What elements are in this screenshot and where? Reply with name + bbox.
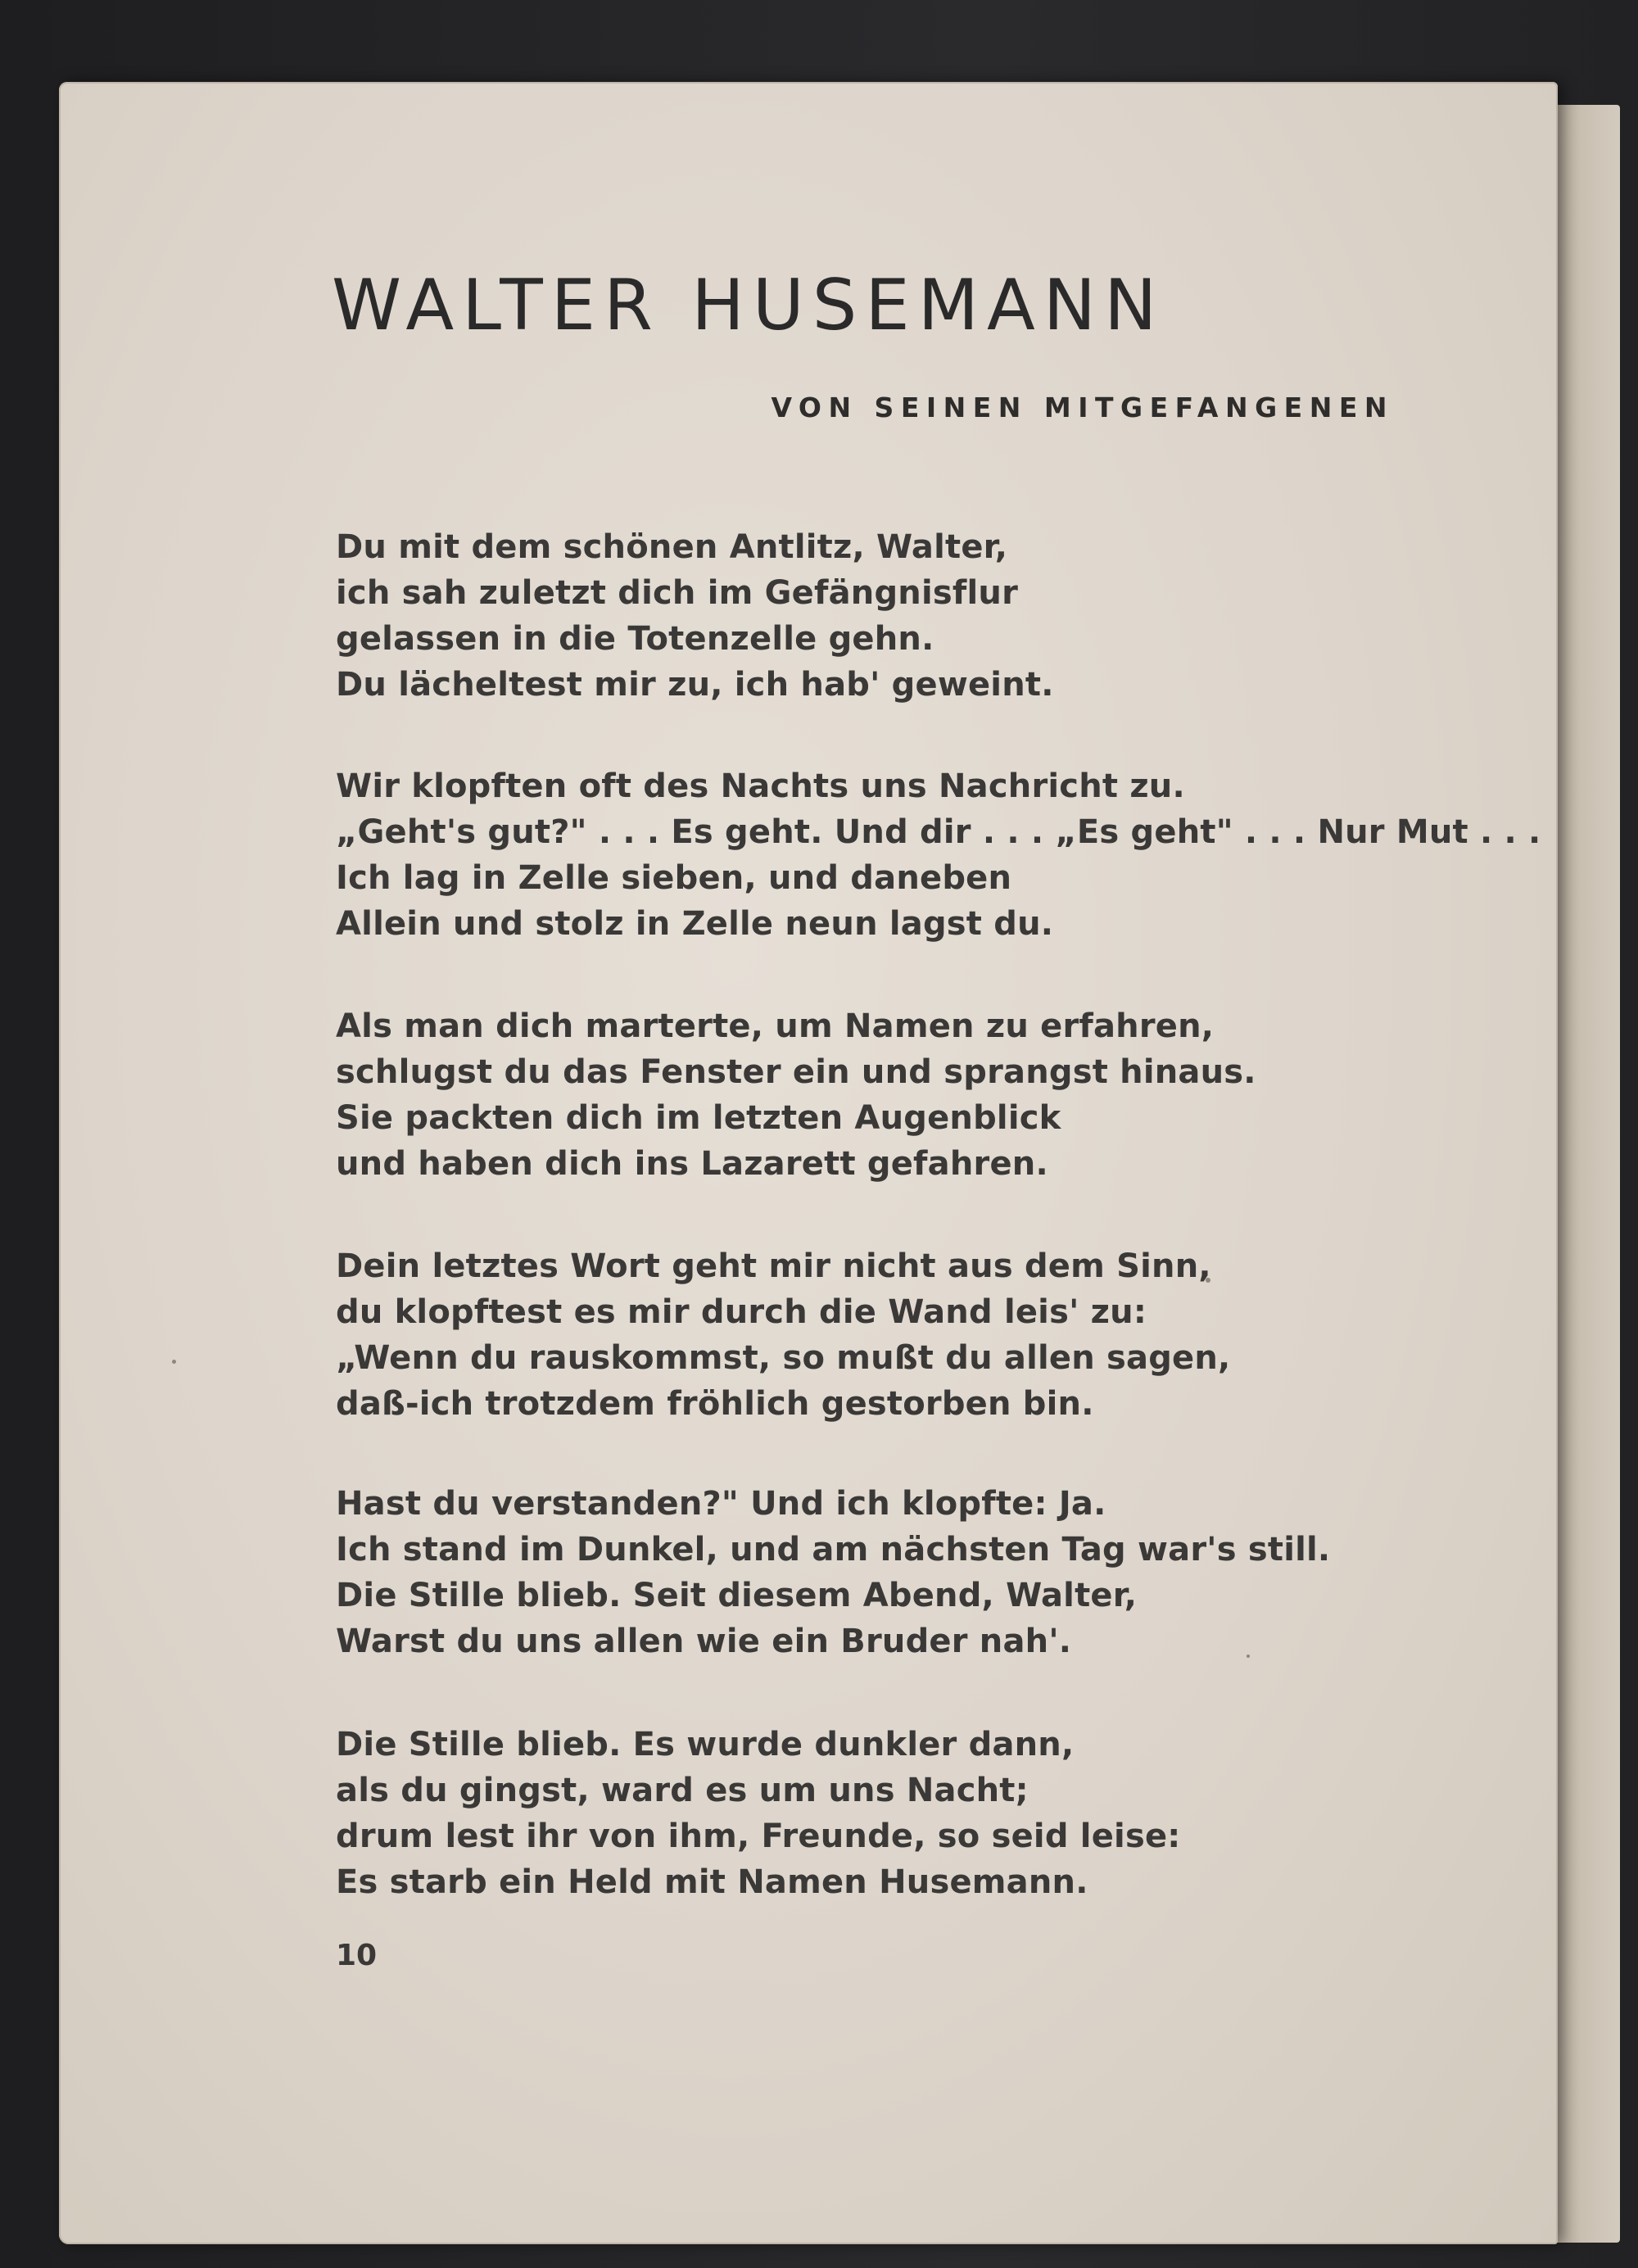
poem-line: Warst du uns allen wie ein Bruder nah'.: [336, 1623, 1072, 1660]
poem-line: Sie packten dich im letzten Augenblick: [336, 1099, 1061, 1137]
poem-line: Du lächeltest mir zu, ich hab' geweint.: [336, 666, 1054, 704]
poem-line: als du gingst, ward es um uns Nacht;: [336, 1772, 1029, 1809]
poem-line: Allein und stolz in Zelle neun lagst du.: [336, 905, 1054, 943]
poem-line: und haben dich ins Lazarett gefahren.: [336, 1145, 1048, 1183]
poem-line: drum lest ihr von ihm, Freunde, so seid leise:: [336, 1818, 1181, 1855]
poem-line: Wir klopften oft des Nachts uns Nachricht zu.: [336, 767, 1185, 805]
paper-speck: [172, 1360, 176, 1364]
poem-line: Es starb ein Held mit Namen Husemann.: [336, 1863, 1088, 1901]
poem-line: Du mit dem schönen Antlitz, Walter,: [336, 528, 1008, 566]
poem-subtitle: VON SEINEN MITGEFANGENEN: [771, 392, 1394, 423]
stanza-1: [336, 524, 1054, 708]
stanza-6: [336, 1722, 1181, 1905]
stanza-4: [336, 1243, 1230, 1427]
poem-title: WALTER HUSEMANN: [332, 265, 1165, 346]
poem-line: Als man dich marterte, um Namen zu erfahren,: [336, 1007, 1215, 1045]
stanza-2: [336, 763, 1541, 947]
poem-line: Die Stille blieb. Seit diesem Abend, Walter,: [336, 1577, 1138, 1614]
poem-line: „Geht's gut?" . . . Es geht. Und dir . . . „Es geht" . . . Nur Mut . . .: [336, 813, 1541, 851]
poem-line: Die Stille blieb. Es wurde dunkler dann,: [336, 1726, 1075, 1763]
poem-line: ich sah zuletzt dich im Gefängnisflur: [336, 574, 1019, 612]
stanza-5: [336, 1481, 1330, 1664]
poem-line: Dein letztes Wort geht mir nicht aus dem Sinn,: [336, 1247, 1211, 1285]
poem-line: schlugst du das Fenster ein und sprangst hinaus.: [336, 1053, 1256, 1091]
poem-line: gelassen in die Totenzelle gehn.: [336, 620, 934, 658]
page-number: 10: [336, 1939, 378, 1972]
next-page-edge: [1554, 105, 1620, 2243]
poem-line: Ich lag in Zelle sieben, und daneben: [336, 859, 1012, 897]
poem-line: daß-ich trotzdem fröhlich gestorben bin.: [336, 1385, 1094, 1423]
poem-line: „Wenn du rauskommst, so mußt du allen sagen,: [336, 1339, 1231, 1377]
poem-line: Hast du verstanden?" Und ich klopfte: Ja.: [336, 1485, 1106, 1523]
stanza-3: [336, 1003, 1256, 1187]
poem-line: Ich stand im Dunkel, und am nächsten Tag war's still.: [336, 1531, 1331, 1569]
poem-line: du klopftest es mir durch die Wand leis' zu:: [336, 1293, 1147, 1331]
